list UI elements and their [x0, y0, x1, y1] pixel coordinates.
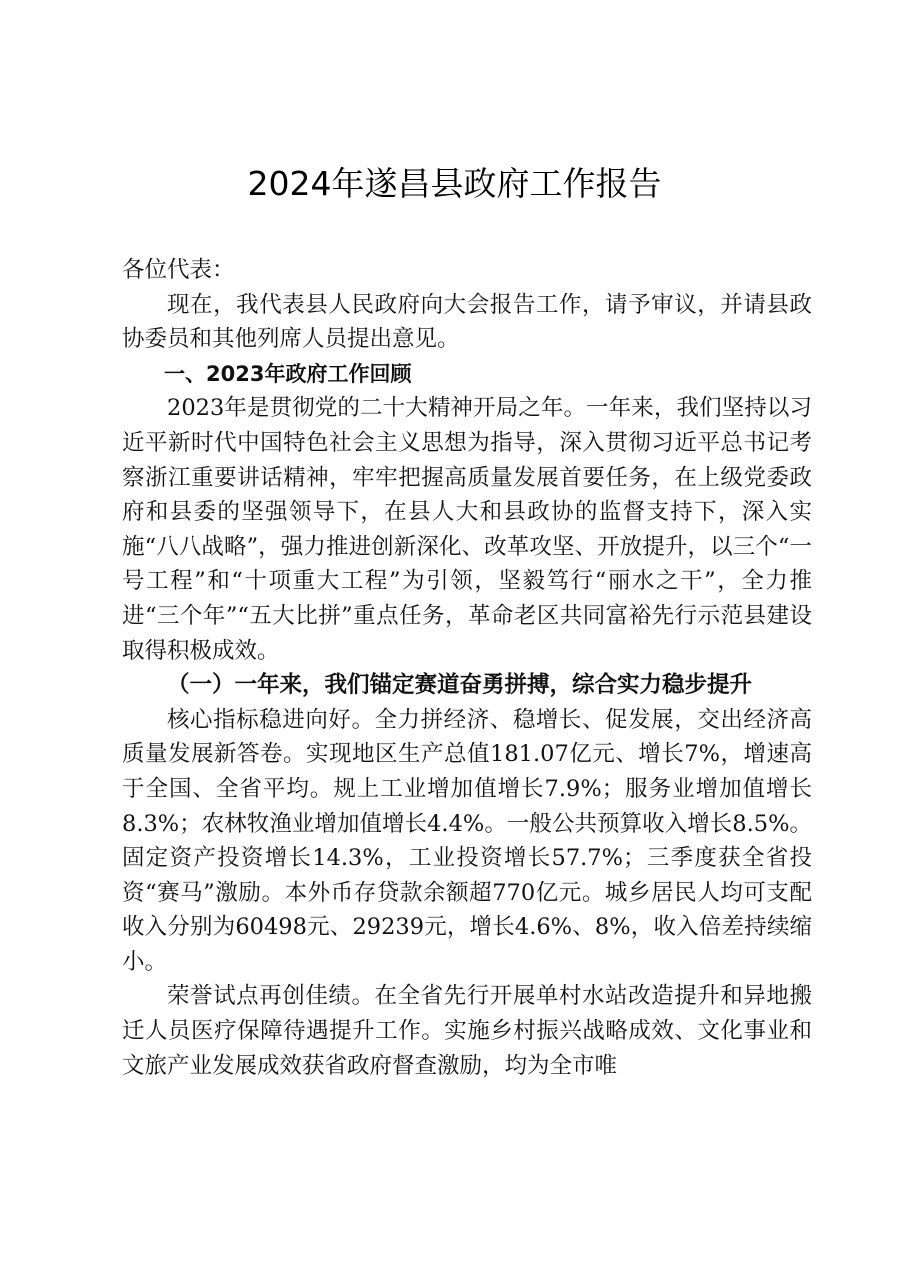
- subsection-heading: （一）一年来，我们锚定赛道奋勇拼搏，综合实力稳步提升: [167, 672, 753, 699]
- document-title: 2024年遂昌县政府工作报告: [247, 164, 662, 203]
- review-paragraph: 2023年是贯彻党的二十大精神开局之年。一年来，我们坚持以习近平新时代中国特色社会主义思想为指导，深入贯彻习近平总书记考察浙江重要讲话精神，牢牢把握高质量发展首要任务，在上级党委政府和县委的坚强领导下，在县人大和县政协的监督支持下，深入实施“八八战略”，强力推进创新深化、改革攻坚、开放提升，以三个“一号工程”和“十项重大工程”为引领，坚毅笃行“丽水之干”，全力推进“三个年”“五大比拼”重点任务，革命老区共同富裕先行示范县建设取得积极成效。: [122, 395, 812, 664]
- indicators-paragraph: 核心指标稳进向好。全力拼经济、稳增长、促发展，交出经济高质量发展新答卷。实现地区生产总值181.07亿元、增长7%，增速高于全国、全省平均。规上工业增加值增长7.9%；服务业增加值增长8.3%；农林牧渔业增加值增长4.4%。一般公共预算收入增长8.5%。固定资产投资增长14.3%，工业投资增长57.7%；三季度获全省投资“赛马”激励。本外币存贷款余额超770亿元。城乡居民人均可支配收入分别为60498元、29239元，增长4.6%、8%，收入倍差持续缩小。: [122, 706, 812, 975]
- honors-paragraph: 荣誉试点再创佳绩。在全省先行开展单村水站改造提升和异地搬迁人员医疗保障待遇提升工作。实施乡村振兴战略成效、文化事业和文旅产业发展成效获省政府督查激励，均为全市唯: [122, 983, 812, 1079]
- intro-paragraph: 现在，我代表县人民政府向大会报告工作，请予审议，并请县政协委员和其他列席人员提出意见。: [122, 291, 812, 353]
- document-body: [122, 253, 812, 1083]
- salutation: 各位代表：: [122, 257, 235, 283]
- section-heading: 一、2023年政府工作回顾: [164, 361, 412, 386]
